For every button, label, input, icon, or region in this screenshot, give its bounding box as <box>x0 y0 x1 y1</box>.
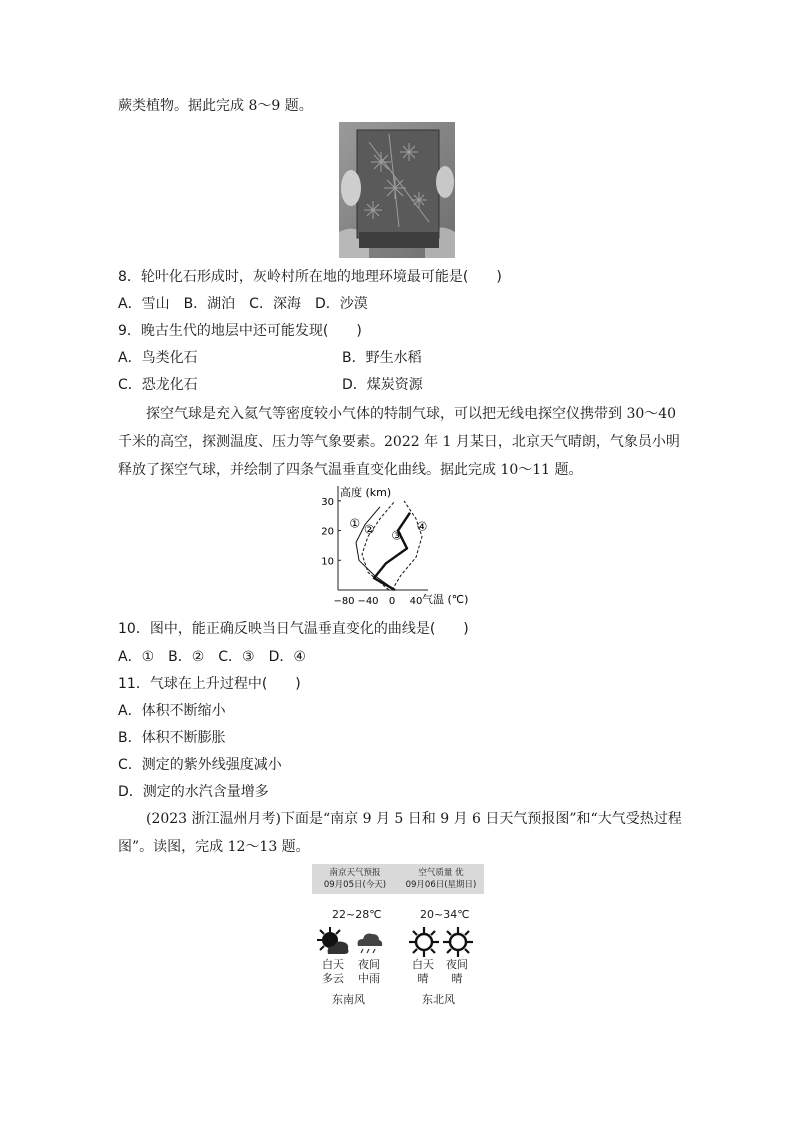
header-right <box>398 864 484 894</box>
q9-option-b: B．野生水稻 <box>342 350 422 366</box>
curve-label-2: ② <box>363 522 375 537</box>
q11-option-c: C．测定的紫外线强度减小 <box>118 757 282 773</box>
q8-stem: 8．轮叶化石形成时，灰岭村所在地的地理环境最可能是( ) <box>118 269 502 285</box>
q9-stem: 9．晚古生代的地层中还可能发现( ) <box>118 323 362 339</box>
rain-cloud-icon <box>354 928 384 958</box>
day1-night-label-text: 夜间 <box>358 958 380 971</box>
x-tick-label: −80 <box>333 596 355 607</box>
q10-stem: 10．图中，能正确反映当日气温垂直变化的曲线是( ) <box>118 621 469 637</box>
day2-day-label-text: 白天 <box>412 958 434 971</box>
header-left-2: 09月05日(今天) <box>323 880 387 890</box>
passage-weather: (2023 浙江温州月考)下面是“南京 9 月 5 日和 9 月 6 日天气预报图”和“大气受热过程图”。读图，完成 12～13 题。 <box>118 811 682 855</box>
sun-cloud-icon <box>316 926 350 958</box>
day2-day-weather: 晴 <box>417 972 429 985</box>
q9-option-c: C．恐龙化石 <box>118 377 198 393</box>
y-axis-label: 高度 (km) <box>340 486 392 499</box>
y-tick-label: 30 <box>321 496 334 508</box>
q10-options: A．① B．② C．③ D．④ <box>118 649 306 665</box>
curve-2 <box>362 501 395 590</box>
q11-option-d: D．测定的水汽含量增多 <box>118 784 269 800</box>
y-tick-label: 20 <box>321 526 334 538</box>
y-tick-label: 10 <box>321 556 334 568</box>
curve-label-4: ④ <box>416 519 428 534</box>
sun-icon-day <box>408 926 440 958</box>
day1-day-weather: 多云 <box>322 972 344 985</box>
q11-option-a: A．体积不断缩小 <box>118 703 226 719</box>
q9-option-a: A．鸟类化石 <box>118 350 198 366</box>
curve-4 <box>392 501 422 590</box>
weather-header <box>312 864 484 894</box>
sun-icon-night <box>442 926 474 958</box>
curve-label-1: ① <box>349 516 361 531</box>
x-axis-label: 气温 (℃) <box>422 593 469 606</box>
header-left <box>312 864 398 894</box>
weather-forecast-card <box>312 864 484 1014</box>
x-tick-label: 40 <box>409 596 423 607</box>
day2-day-label <box>408 958 438 986</box>
x-tick-label: −40 <box>357 596 379 607</box>
day1-temp: 22~28℃ <box>332 908 382 921</box>
day1-day-label-text: 白天 <box>322 958 344 971</box>
fossil-photo <box>339 122 455 258</box>
q11-option-b: B．体积不断膨胀 <box>118 730 226 746</box>
intro-tail: 蕨类植物。据此完成 8～9 题。 <box>118 98 313 114</box>
day2-temp: 20~34℃ <box>420 908 470 921</box>
header-left-1: 南京天气预报 <box>329 868 381 878</box>
temperature-profile-chart <box>310 480 480 614</box>
header-right-2: 09月06日(星期日) <box>405 880 477 890</box>
day1-day-label <box>318 958 348 986</box>
q11-stem: 11．气球在上升过程中( ) <box>118 676 301 692</box>
passage-balloon: 探空气球是充入氦气等密度较小气体的特制气球，可以把无线电探空仪携带到 30～40 千米的高空，探测温度、压力等气象要素。2022 年 1 月某日，北京天气晴朗，气象员小明释放了探空气球，并绘制了四条气温垂直变化曲线。据此完成 10～11 题。 <box>118 406 680 478</box>
day2-night-label-text: 夜间 <box>446 958 468 971</box>
day2-wind: 东北风 <box>422 993 455 1006</box>
day1-night-label <box>354 958 384 986</box>
chart-svg <box>310 480 480 610</box>
day2-night-label <box>442 958 472 986</box>
day1-night-weather: 中雨 <box>358 972 380 985</box>
day2-night-weather: 晴 <box>451 972 463 985</box>
day1-wind: 东南风 <box>332 993 365 1006</box>
header-right-1: 空气质量 优 <box>418 868 464 878</box>
x-tick-label: 0 <box>388 596 396 607</box>
curve-label-3: ③ <box>391 528 403 543</box>
q8-options: A．雪山 B．湖泊 C．深海 D．沙漠 <box>118 296 368 312</box>
q9-option-d: D．煤炭资源 <box>342 377 423 393</box>
